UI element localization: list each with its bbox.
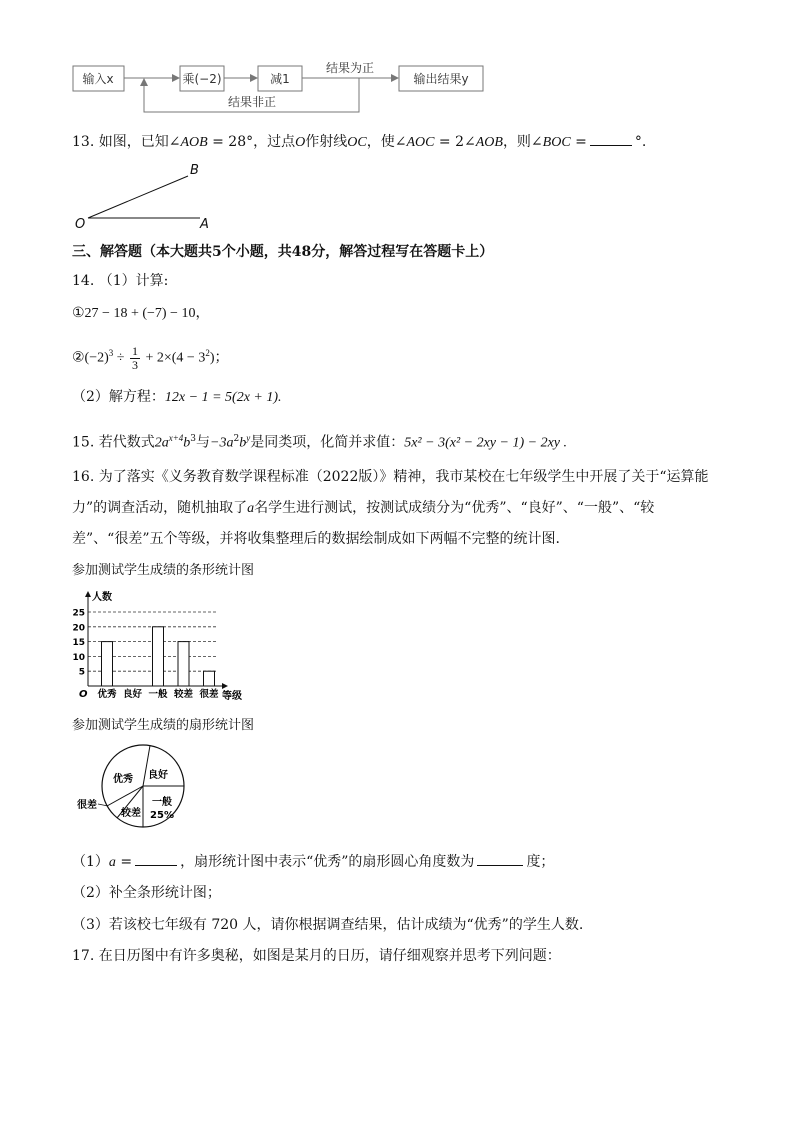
pie-label-very-poor: 很差	[77, 800, 97, 811]
pie-label-average-pct: 25%	[150, 810, 174, 821]
q17-text: 17. 在日历图中有许多奥秘，如图是某月的日历，请仔细观察并思考下列问题：	[72, 948, 561, 964]
fraction: $\frac{1}{3}$	[131, 343, 138, 372]
answer-blank	[477, 851, 523, 866]
bar	[204, 671, 215, 686]
arrow-icon	[391, 74, 399, 82]
q16-line2: 力”的调查活动，随机抽取了a名学生进行测试，按测试成绩分为“优秀”、“良好”、“一般”、“较	[72, 500, 655, 516]
pie-label-average: 一般	[152, 797, 172, 808]
bar	[102, 642, 113, 686]
angle-figure	[70, 160, 220, 232]
x-tick-label: 较差	[173, 689, 194, 700]
y-tick-label: 10	[72, 652, 85, 663]
y-tick-label: 15	[72, 638, 85, 649]
q14-part1: 14. （1）计算:	[72, 273, 169, 289]
y-tick-label: 5	[78, 667, 85, 678]
bar	[153, 627, 164, 686]
q16-line1: 16. 为了落实《义务教育数学课程标准（2022版）》精神，我市某校在七年级学生中开展了关于“运算能	[72, 469, 709, 485]
q14-part2: （2）解方程：12x − 1 = 5(2x + 1).	[72, 389, 282, 405]
arrow-icon	[250, 74, 258, 82]
x-tick-label: 很差	[199, 689, 219, 700]
pie-label-good: 良好	[148, 770, 168, 781]
x-tick-label: 良好	[122, 689, 143, 700]
pie-label-excellent: 优秀	[113, 774, 133, 785]
q14-expr1: ①27 − 18 + (−7) − 10，	[72, 306, 210, 321]
flow-multiply-text: 乘(−2)	[182, 72, 222, 86]
x-axis-label: 等级	[222, 691, 242, 702]
answer-blank	[135, 851, 177, 866]
flow-input-text: 输入x	[82, 72, 114, 86]
q14-expr2: $②(-2)^3$ ÷ $\frac{1}{3}$ + $2\times(4 - 3^2)$；	[72, 343, 229, 372]
flow-positive-label: 结果为正	[325, 61, 375, 75]
q16-sub2: （2）补全条形统计图；	[72, 885, 221, 901]
q16-line3: 差”、“很差”五个等级，并将收集整理后的数据绘制成如下两幅不完整的统计图.	[72, 531, 560, 547]
q15-text: 15. 若代数式$2a^{x+4}b^3$与$-3a^2b^y$是同类项，化简并求值：5x² − 3(x² − 2xy − 1) − 2xy .	[72, 433, 568, 451]
bar-chart-title: 参加测试学生成绩的条形统计图	[72, 563, 255, 578]
x-tick-label: 一般	[148, 689, 168, 700]
x-tick-label: 优秀	[97, 689, 117, 700]
flow-output-text: 输出结果y	[413, 72, 469, 86]
arrow-icon	[172, 74, 180, 82]
q16-sub1: （1）a = ，扇形统计图中表示“优秀”的扇形圆心角度数为 度；	[72, 851, 554, 873]
y-axis-arrow-icon	[85, 591, 91, 597]
flow-nonpositive-label: 结果非正	[227, 95, 277, 109]
label-b: B	[190, 163, 199, 178]
q16-sub3: （3）若该校七年级有 720 人，请你根据调查结果，估计成绩为“优秀”的学生人数.	[72, 917, 584, 933]
pie-chart	[70, 744, 190, 834]
bar	[178, 642, 189, 686]
flowchart	[60, 56, 500, 122]
arrow-icon	[140, 78, 148, 86]
y-tick-label: 20	[72, 623, 85, 634]
y-tick-label: 25	[72, 608, 85, 619]
label-a: A	[200, 217, 209, 232]
q13-text: 13. 如图，已知∠AOB = 28°，过点O作射线OC，使∠AOC = 2∠AOB，则∠BOC = °.	[72, 131, 646, 153]
flow-subtract-text: 减1	[270, 72, 290, 86]
x-axis-arrow-icon	[222, 683, 228, 689]
pie-chart-title: 参加测试学生成绩的扇形统计图	[72, 718, 255, 733]
label-o: O	[75, 217, 86, 232]
bar-chart	[70, 585, 260, 707]
origin-label: O	[79, 689, 88, 700]
y-axis-label: 人数	[92, 592, 112, 603]
pie-label-poor: 较差	[121, 808, 141, 819]
section-heading: 三、解答题（本大题共5个小题，共48分，解答过程写在答题卡上）	[72, 244, 494, 260]
answer-blank	[590, 131, 632, 146]
